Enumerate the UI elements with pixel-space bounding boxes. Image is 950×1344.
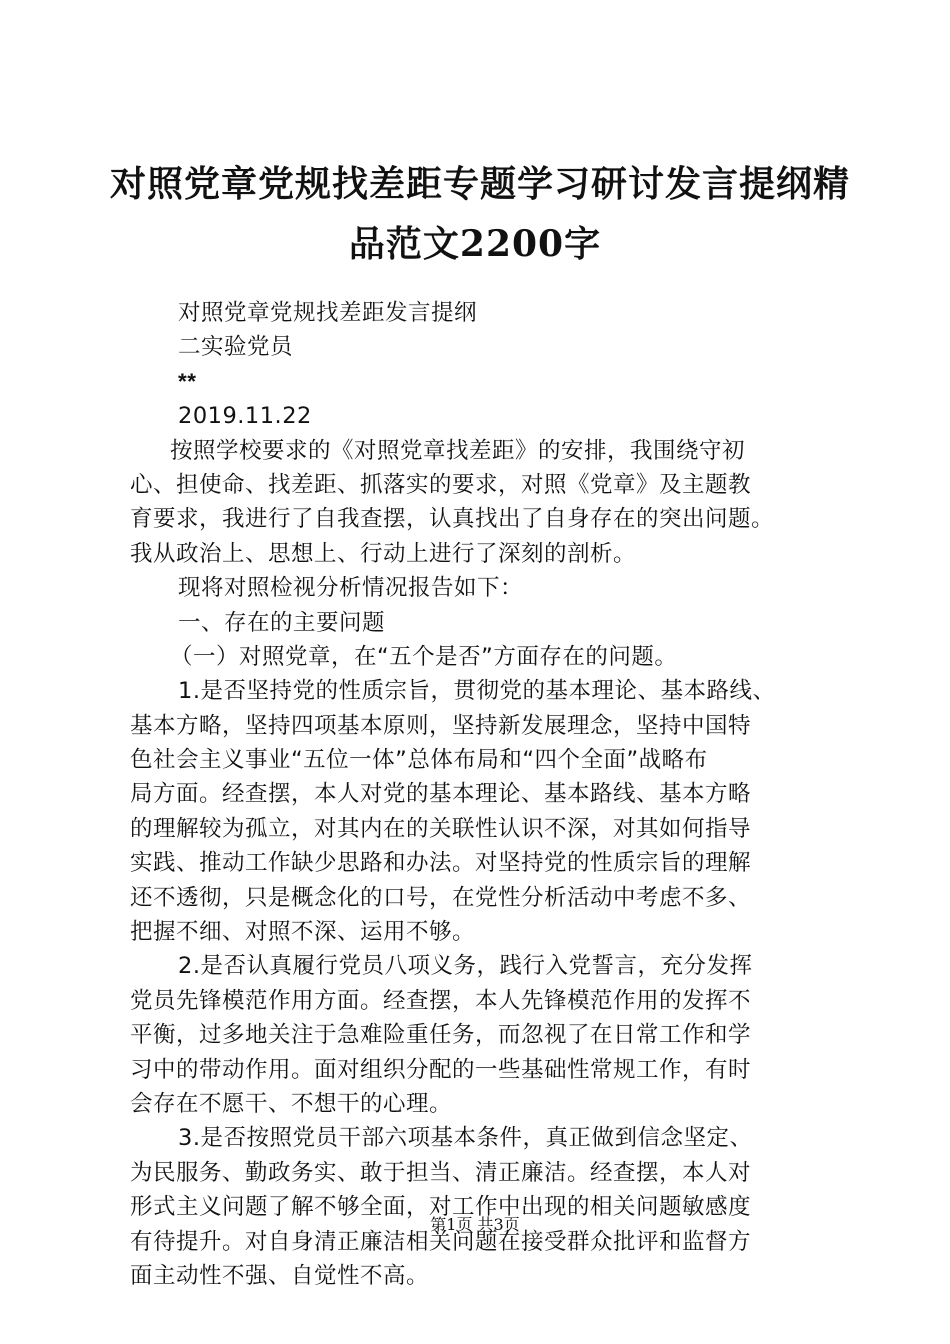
item2-line: 2.是否认真履行党员八项义务，践行入党誓言，充分发挥 — [178, 953, 753, 980]
item1-line: 色社会主义事业“五位一体”总体布局和“四个全面”战略布 — [130, 747, 708, 774]
item1-line: 基本方略，坚持四项基本原则，坚持新发展理念，坚持中国特 — [130, 712, 752, 739]
intro-line: 我从政治上、思想上、行动上进行了深刻的剖析。 — [130, 540, 637, 567]
document-title-line-2: 品范文2200字 — [348, 223, 602, 265]
item1-line: 实践、推动工作缺少思路和办法。对坚持党的性质宗旨的理解 — [130, 850, 752, 877]
intro-line: 育要求，我进行了自我查摆，认真找出了自身存在的突出问题。 — [130, 506, 775, 533]
item1-line: 把握不细、对照不深、运用不够。 — [130, 919, 476, 946]
report-line: 现将对照检视分析情况报告如下： — [178, 575, 524, 602]
intro-line: 心、担使命、找差距、抓落实的要求，对照《党章》及主题教 — [130, 471, 752, 498]
author-unit: 二实验党员 — [178, 334, 294, 361]
item1-line: 1.是否坚持党的性质宗旨，贯彻党的基本理论、基本路线、 — [178, 678, 776, 705]
document-title-line-1: 对照党章党规找差距专题学习研讨发言提纲精 — [110, 163, 851, 205]
author-name: ** — [178, 368, 197, 394]
item3-line: 有待提升。对自身清正廉洁相关问题在接受群众批评和监督方 — [130, 1228, 752, 1255]
document-date: 2019.11.22 — [178, 403, 312, 430]
item1-line: 还不透彻，只是概念化的口号，在党性分析活动中考虑不多、 — [130, 884, 752, 911]
item3-line: 形式主义问题了解不够全面，对工作中出现的相关问题敏感度 — [130, 1194, 752, 1221]
item1-line: 局方面。经查摆，本人对党的基本理论、基本路线、基本方略 — [130, 781, 752, 808]
item3-line: 为民服务、勤政务实、敢于担当、清正廉洁。经查摆，本人对 — [130, 1159, 752, 1186]
subtitle: 对照党章党规找差距发言提纲 — [178, 300, 478, 326]
intro-line: 按照学校要求的《对照党章找差距》的安排，我围绕守初 — [170, 437, 746, 464]
document-body — [130, 296, 830, 1293]
page-footer: 第1页 共3页 — [430, 1215, 520, 1234]
item2-line: 党员先锋模范作用方面。经查摆，本人先锋模范作用的发挥不 — [130, 987, 752, 1014]
item2-line: 会存在不愿干、不想干的心理。 — [130, 1090, 453, 1117]
subsection-heading: （一）对照党章，在“五个是否”方面存在的问题。 — [170, 643, 678, 670]
item3-line: 3.是否按照党员干部六项基本条件，真正做到信念坚定、 — [178, 1125, 753, 1152]
item2-line: 平衡，过多地关注于急难险重任务，而忽视了在日常工作和学 — [130, 1022, 752, 1049]
item2-line: 习中的带动作用。面对组织分配的一些基础性常规工作，有时 — [130, 1056, 752, 1083]
item3-line: 面主动性不强、自觉性不高。 — [130, 1262, 430, 1289]
item1-line: 的理解较为孤立，对其内在的关联性认识不深，对其如何指导 — [130, 815, 752, 842]
section-heading: 一、存在的主要问题 — [178, 609, 386, 636]
